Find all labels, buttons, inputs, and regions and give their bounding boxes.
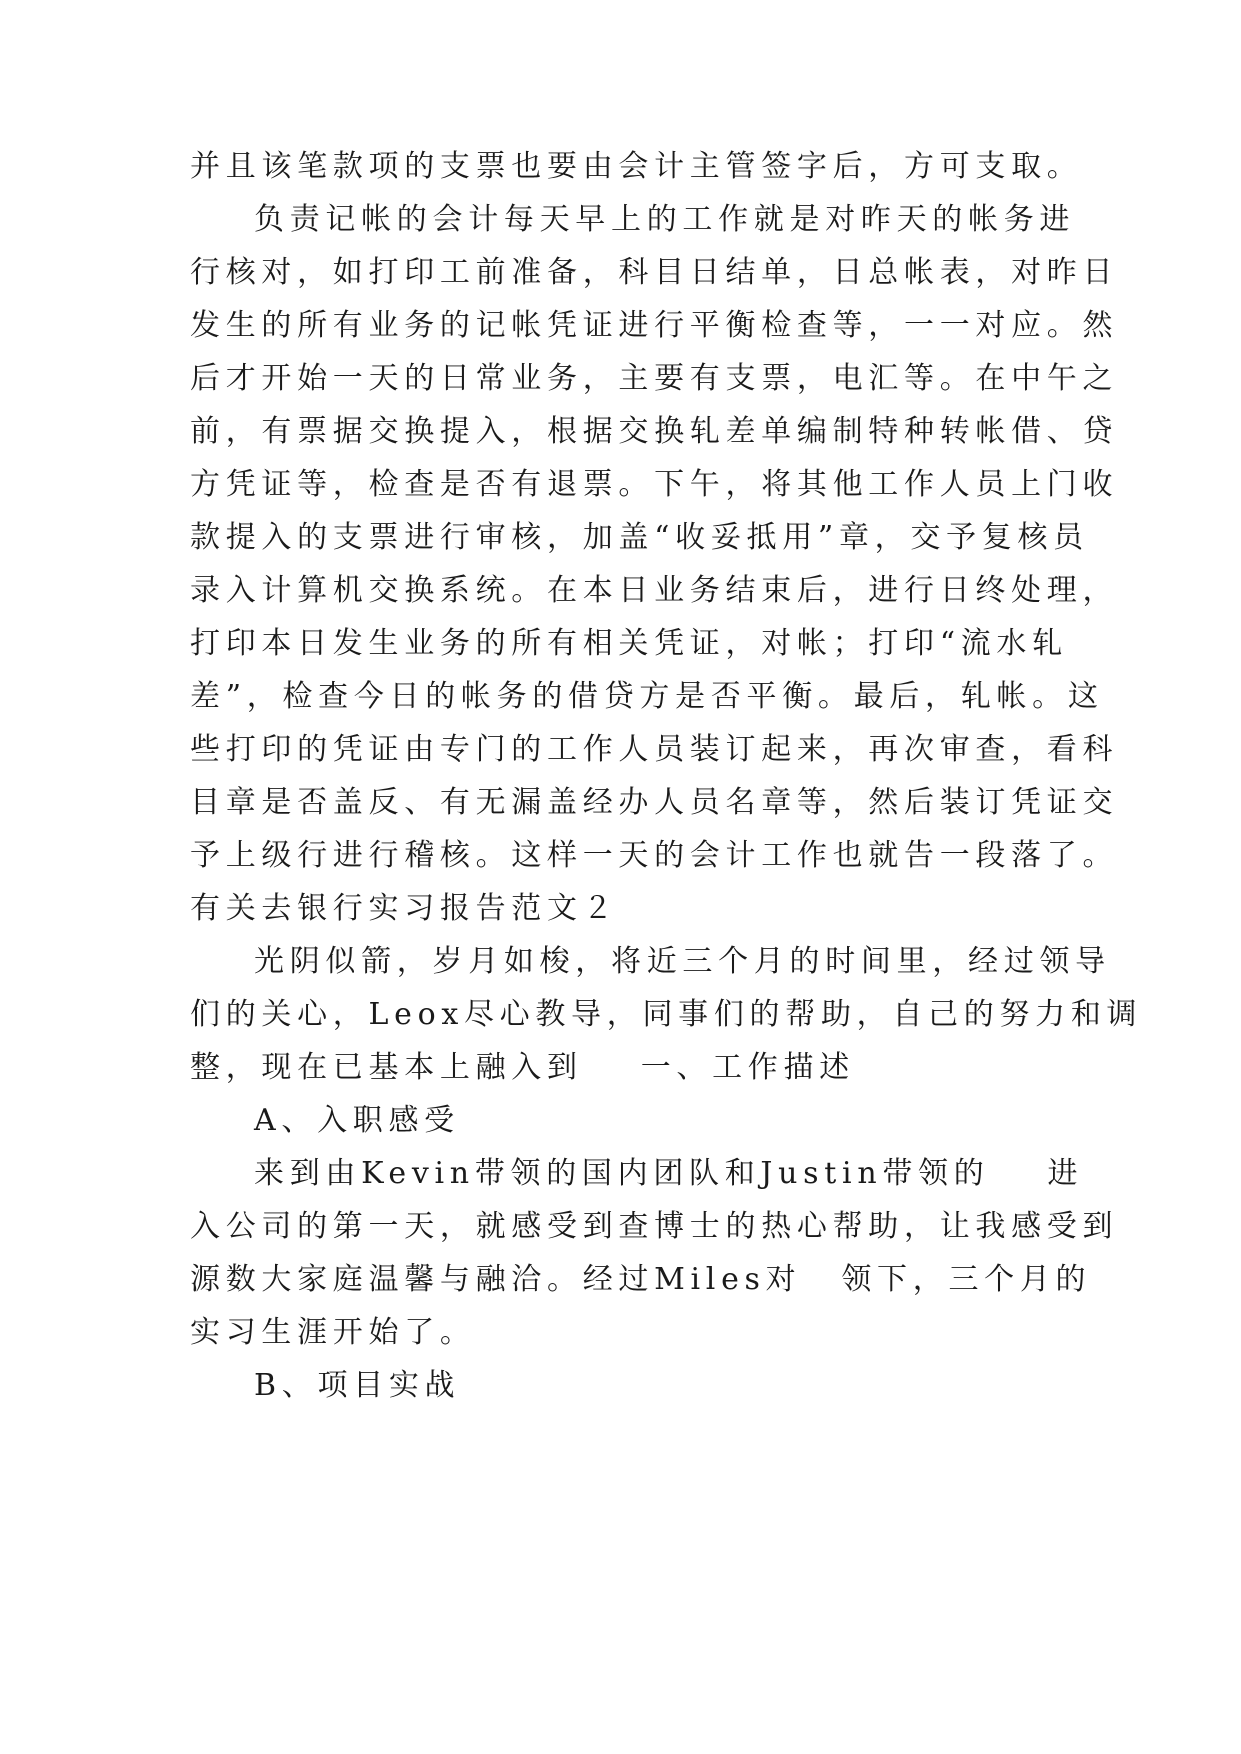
text-fragment: 源数大家庭温馨与融洽。经过Miles对 [190,1262,802,1297]
text-line: 实习生涯开始了。 [190,1315,476,1350]
text-line: 行核对，如打印工前准备，科目日结单，日总帐表，对昨日 [190,255,1119,290]
text-line: 前，有票据交换提入，根据交换轧差单编制特种转帐借、贷 [190,414,1119,449]
text-line [190,1048,1090,1088]
subheading: B、项目实战 [254,1368,461,1403]
paragraph-first-line: 负责记帐的会计每天早上的工作就是对昨天的帐务进 [254,202,1076,237]
text-line: 方凭证等，检查是否有退票。下午，将其他工作人员上门收 [190,467,1119,502]
text-line: 款提入的支票进行审核，加盖“收妥抵用”章，交予复核员 [190,520,1089,555]
text-line: 目章是否盖反、有无漏盖经办人员名章等，然后装订凭证交 [190,785,1119,820]
text-line: 发生的所有业务的记帐凭证进行平衡检查等，一一对应。然 [190,308,1119,343]
text-line [190,1260,1090,1300]
text-line: 差”，检查今日的帐务的借贷方是否平衡。最后，轧帐。这 [190,679,1104,714]
text-line: 入公司的第一天，就感受到查博士的热心帮助，让我感受到 [190,1209,1119,1244]
text-line: 打印本日发生业务的所有相关凭证，对帐；打印“流水轧 [190,626,1068,661]
subheading: A、入职感受 [254,1103,460,1138]
subheading-inline: 一、工作描述 [640,1050,855,1085]
text-line: 并且该笔款项的支票也要由会计主管签字后，方可支取。 [190,149,1083,184]
paragraph-first-line [254,1154,1094,1194]
text-line: 们的关心，Leox尽心教导，同事们的帮助，自己的努力和调 [190,997,1143,1032]
text-line: 些打印的凭证由专门的工作人员装订起来，再次审查，看科 [190,732,1119,767]
text-fragment: 进 [1047,1156,1084,1191]
text-fragment: 整，现在已基本上融入到 [190,1050,583,1085]
section-heading: 有关去银行实习报告范文２ [190,891,619,926]
text-fragment: 来到由Kevin带领的国内团队和Justin带领的 [254,1156,990,1191]
text-line: 后才开始一天的日常业务，主要有支票，电汇等。在中午之 [190,361,1119,396]
paragraph-first-line: 光阴似箭，岁月如梭，将近三个月的时间里，经过领导 [254,944,1111,979]
text-line: 录入计算机交换系统。在本日业务结束后，进行日终处理， [190,573,1119,608]
text-fragment: 领下，三个月的 [841,1262,1092,1297]
text-line: 予上级行进行稽核。这样一天的会计工作也就告一段落了。 [190,838,1119,873]
